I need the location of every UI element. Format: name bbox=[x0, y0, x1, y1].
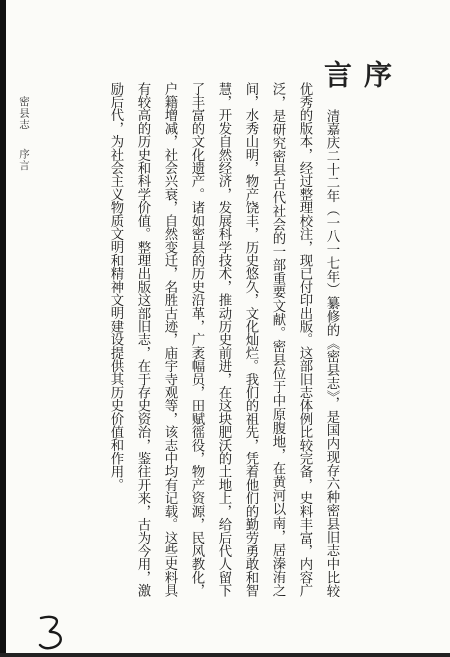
running-head bbox=[14, 96, 32, 216]
running-head-book: 密县志 bbox=[18, 96, 30, 131]
running-head-section: 序言 bbox=[18, 148, 30, 172]
scan-edge-left bbox=[0, 0, 6, 657]
preface-body bbox=[50, 82, 345, 597]
page-title: 序 言 bbox=[320, 60, 393, 118]
handwritten-three-glyph bbox=[34, 612, 74, 652]
handwritten-page-number bbox=[34, 612, 74, 652]
scan-edge-bottom bbox=[0, 653, 450, 657]
preface-paragraph: 清嘉庆二十二年（一八一七年）纂修的《密县志》，是国内现存六种密县旧志中比较优秀的版本，经过整理校注，现已付印出版。这部旧志体例比较完备，史料丰富，内容广泛，是研究密县古代社会的一部重要文献。密县位于中原腹地，在黄河以南，居溱洧之间，水秀山明，物产饶丰，历史悠久，文化灿烂。我们的祖先，凭着他们的勤劳勇敢和智慧，开发自然经济，发展科学技术，推动历史前进，在这块肥沃的土地上，给后代人留下了丰富的文化遗产。诸如密县的历史沿革，广袤幅员，田赋徭役，物产资源，民风教化，户籍增减，社会兴衰，自然变迁，名胜古迹，庙宇寺观等，该志中均有记载。这些史料具有较高的历史和科学价值。整理出版这部旧志，在于存史资治，鉴往开来，古为今用，激励后代，为社会主义物质文明和精神文明建设提供其历史价值和作用。 bbox=[108, 82, 339, 597]
